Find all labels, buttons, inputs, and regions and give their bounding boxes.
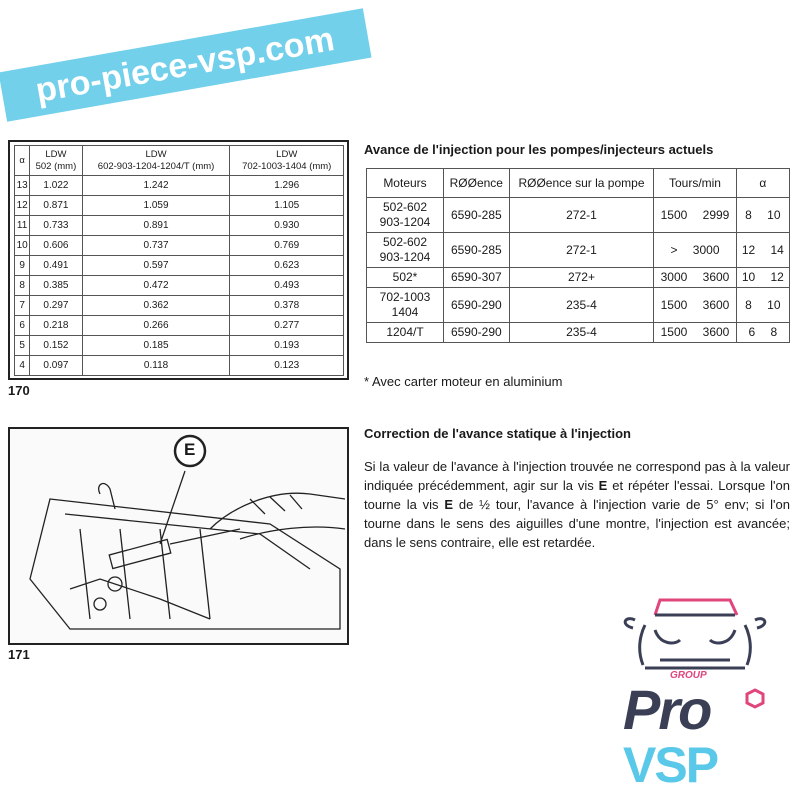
table-cell: 0.623 [230,256,344,276]
logo-group: GROUP [670,670,707,681]
table-cell: 6 8 [736,323,789,343]
table-cell: 502* [367,268,444,288]
table-row [15,176,344,196]
logo-pro: Pro [623,678,711,741]
table-cell: 1204/T [367,323,444,343]
table-cell: 272-1 [509,198,654,233]
ldw-table [14,145,344,376]
table-cell: 272+ [509,268,654,288]
table-cell: 10 [15,236,30,256]
table-row [15,276,344,296]
table-cell: 1500 3600 [654,323,736,343]
table-cell: 6590-290 [444,288,510,323]
table-cell: 502-602 903-1204 [367,233,444,268]
text-part: de ½ tour, l'avance à l'injection varie de 5° env; si l'on tourne dans le sens des aiguilles d'une montre, l'injection est avancée; dans le sens contraire, elle est retardée. [364,497,791,550]
table-cell: 6590-285 [444,233,510,268]
table-row [15,296,344,316]
column-header: LDW 602-903-1204-1204/T (mm) [82,146,230,176]
table-cell: 1.296 [230,176,344,196]
table-cell: 1500 2999 [654,198,736,233]
correction-paragraph [364,457,790,552]
table-cell: 0.123 [230,356,344,376]
table-cell: 272-1 [509,233,654,268]
table-cell: 0.185 [82,336,230,356]
column-header: Moteurs [367,169,444,198]
table-cell: 1.059 [82,196,230,216]
text-part: Si la valeur de l'avance à l'injection trouvée ne correspond pas à la valeur indiquée précédemment, agir sur la vis [364,459,790,493]
table-row [367,268,790,288]
logo-vsp: VSP [623,737,718,793]
table-cell: 5 [15,336,30,356]
table-cell: 235-4 [509,288,654,323]
table-cell: 0.193 [230,336,344,356]
table-cell: 0.118 [82,356,230,376]
table-cell: 0.769 [230,236,344,256]
table-row [15,216,344,236]
table-cell: 6 [15,316,30,336]
figure-number-170: 170 [8,383,30,398]
advance-table [366,168,790,343]
engine-illustration [10,429,347,643]
provsp-logo [615,590,775,795]
table-cell: 6590-290 [444,323,510,343]
column-header: α [736,169,789,198]
table-cell: 0.097 [30,356,82,376]
table-cell: 0.491 [30,256,82,276]
correction-title: Correction de l'avance statique à l'injection [364,426,631,441]
column-header: LDW 702-1003-1404 (mm) [230,146,344,176]
figure-171 [8,427,349,645]
table-cell: 0.891 [82,216,230,236]
table-row [15,316,344,336]
table-cell: 0.472 [82,276,230,296]
table-cell: 0.871 [30,196,82,216]
table-cell: 12 14 [736,233,789,268]
table-cell: 7 [15,296,30,316]
table-cell: 11 [15,216,30,236]
callout-e: E [184,440,196,459]
table-cell: 0.606 [30,236,82,256]
table-cell: 0.218 [30,316,82,336]
column-header: α [15,146,30,176]
footnote: * Avec carter moteur en aluminium [364,374,563,389]
table-row [367,288,790,323]
figure-number-171: 171 [8,647,30,662]
table-cell: 0.277 [230,316,344,336]
column-header: Tours/min [654,169,736,198]
table-cell: 6590-285 [444,198,510,233]
table-cell: 0.597 [82,256,230,276]
table-cell: 502-602 903-1204 [367,198,444,233]
table-row [15,236,344,256]
table-cell: 8 10 [736,288,789,323]
watermark-banner: pro-piece-vsp.com [0,8,372,121]
table-cell: 9 [15,256,30,276]
table-cell: 702-1003 1404 [367,288,444,323]
screw-e: E [444,497,454,512]
table-row [367,198,790,233]
table-row [15,196,344,216]
table-cell: 6590-307 [444,268,510,288]
table-cell: 0.378 [230,296,344,316]
screw-e: E [598,478,608,493]
table-cell: 0.297 [30,296,82,316]
column-header: LDW 502 (mm) [30,146,82,176]
table-row [15,336,344,356]
table-cell: 0.152 [30,336,82,356]
table-cell: 1500 3600 [654,288,736,323]
table-cell: 12 [15,196,30,216]
table-cell: 1.022 [30,176,82,196]
table-cell: 13 [15,176,30,196]
table-cell: 0.385 [30,276,82,296]
table-row [15,256,344,276]
table-cell: > 3000 [654,233,736,268]
table-cell: 3000 3600 [654,268,736,288]
table-cell: 1.242 [82,176,230,196]
table-cell: 4 [15,356,30,376]
advance-title: Avance de l'injection pour les pompes/injecteurs actuels [364,142,714,157]
table-cell: 235-4 [509,323,654,343]
table-cell: 8 [15,276,30,296]
table-cell: 0.930 [230,216,344,236]
table-cell: 0.733 [30,216,82,236]
text-part: et répéter l'essai. Lorsque l'on tourne la vis [364,478,790,512]
table-cell: 0.362 [82,296,230,316]
column-header: RØØence [444,169,510,198]
table-cell: 0.737 [82,236,230,256]
table-cell: 10 12 [736,268,789,288]
table-cell: 8 10 [736,198,789,233]
table-cell: 0.266 [82,316,230,336]
column-header: RØØence sur la pompe [509,169,654,198]
table-row [367,233,790,268]
table-cell: 0.493 [230,276,344,296]
table-row [15,356,344,376]
table-row [367,323,790,343]
table-cell: 1.105 [230,196,344,216]
